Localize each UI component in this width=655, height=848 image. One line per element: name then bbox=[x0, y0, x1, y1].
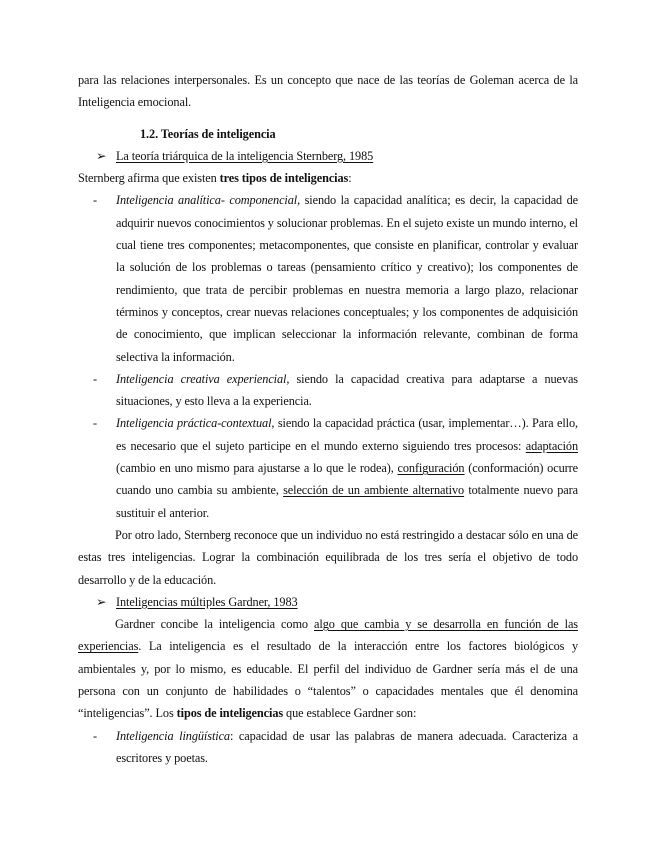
document-page bbox=[78, 69, 578, 769]
dash-bullet: - bbox=[93, 728, 97, 743]
arrow-bullet-icon: ➢ bbox=[96, 594, 107, 609]
sternberg-list bbox=[78, 189, 578, 523]
gardner-heading: Inteligencias múltiples Gardner, 1983 bbox=[116, 594, 298, 609]
item-term: Inteligencia creativa experiencial bbox=[116, 371, 287, 386]
gardner-paragraph: Gardner concibe la inteligencia como algo que cambia y se desarrolla en función de las experiencias. La inteligencia es el resultado de la interacción entre los factores biológicos y ambientales y, por lo mismo, es educable. El perfil del individuo de Gardner sería más el de una persona con un conjunto de habilidades o “talentos” o capacidades mentales que él denomina “inteligencias”. Los tipos de inteligencias que establece Gardner son: bbox=[78, 617, 578, 721]
item-term: Inteligencia lingüística bbox=[116, 728, 230, 743]
dash-bullet: - bbox=[93, 371, 97, 386]
list-item: - Inteligencia creativa experiencial, siendo la capacidad creativa para adaptarse a nuevas situaciones, y esto lleva a la experiencia. bbox=[78, 368, 578, 413]
list-item: - Inteligencia práctica-contextual, siendo la capacidad práctica (usar, implementar…). Para ello, es necesario que el sujeto participe en el mundo externo siguiendo tres procesos: adaptación (cambio en uno mismo para ajustarse a lo que le rodea), configuración (conformación) ocurre cuando uno cambia su ambiente, selección de un ambiente alternativo totalmente nuevo para sustituir el anterior. bbox=[78, 412, 578, 523]
item-term: Inteligencia práctica-contextual bbox=[116, 416, 272, 431]
dash-bullet: - bbox=[93, 193, 97, 208]
item-term: Inteligencia analítica- componencial bbox=[116, 193, 298, 208]
gardner-list bbox=[78, 725, 578, 770]
paragraph-intro: para las relaciones interpersonales. Es un concepto que nace de las teorías de Goleman acerca de la Inteligencia emocional. bbox=[78, 73, 578, 110]
section-heading: 1.2. Teorías de inteligencia bbox=[140, 126, 276, 141]
gardner-heading-line bbox=[96, 591, 578, 613]
sternberg-heading: La teoría triárquica de la inteligencia Sternberg, 1985 bbox=[116, 148, 374, 163]
dash-bullet: - bbox=[93, 416, 97, 431]
arrow-bullet-icon: ➢ bbox=[96, 148, 107, 163]
sternberg-intro: Sternberg afirma que existen tres tipos de inteligencias: bbox=[78, 171, 352, 186]
list-item: - Inteligencia analítica- componencial, siendo la capacidad analítica; es decir, la capacidad de adquirir nuevos conocimientos y solucionar problemas. En el sujeto existe un mundo interno, el cual tiene tres componentes; metacomponentes, que consiste en planificar, controlar y evaluar la solución de los problemas o tareas (pensamiento crítico y creativo); los componentes de rendimiento, que trata de percibir problemas en nuestra memoria a largo plazo, relacionar términos y conceptos, crear nuevas relaciones conceptuales; y los componentes de adquisición de conocimiento, que implican seleccionar la información relevante, combinan de forma selectiva la información. bbox=[78, 189, 578, 367]
sternberg-heading-line bbox=[96, 145, 578, 167]
sternberg-closing: Por otro lado, Sternberg reconoce que un individuo no está restringido a destacar sólo en una de estas tres inteligencias. Lograr la combinación equilibrada de los tres sería el objetivo de todo desarrollo y de la educación. bbox=[78, 527, 578, 587]
list-item: - Inteligencia lingüística: capacidad de usar las palabras de manera adecuada. Caracteriza a escritores y poetas. bbox=[78, 725, 578, 770]
